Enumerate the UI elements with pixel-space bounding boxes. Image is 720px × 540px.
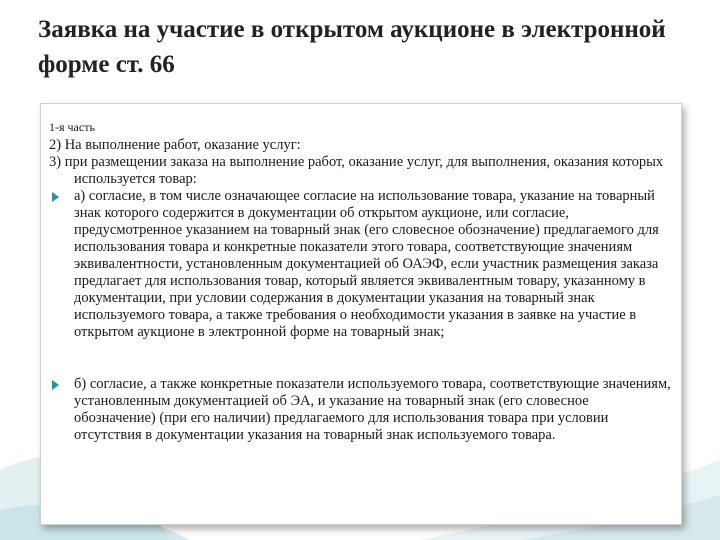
spacer [49, 341, 673, 376]
bullet-text-a: а) согласие, в том числе означающее согласие на использование товара, указание на товарный знак которого содержится в документации об открытом аукционе, или согласие, предусмотренное указанием на товарный знак (его словесное обозначение) предлагаемого для использования товара и конкретные показатели этого товара, соответствующие значениям эквивалентности, установленным документацией об ОАЭФ, если участник размещения заказа предлагает для использования товар, который является эквивалентным товару, указанному в документации, при условии содержания в документации указания на товарный знак используемого товара, а также требования о необходимости указания в заявке на участие в открытом аукционе в электронной форме на товарный знак; [74, 188, 659, 340]
content-text [49, 120, 673, 444]
bullet-item-b [49, 376, 673, 444]
content-box [40, 103, 682, 525]
bullet-item-a [49, 188, 673, 341]
item-3: 3) при размещении заказа на выполнение работ, оказание услуг, для выполнения, оказания которых используется товар: [49, 154, 664, 187]
bullet-text-b: б) согласие, а также конкретные показатели используемого товара, соответствующие значениям, установленным документацией об ЭА, и указание на товарный знак (его словесное обозначение) (при его наличии) предлагаемого для использования товара при условии отсутствия в документации указания на товарный знак используемого товара. [74, 376, 671, 443]
triangle-right-icon [52, 380, 59, 390]
page-title: Заявка на участие в открытом аукционе в электронной форме ст. 66 [38, 16, 666, 78]
part-label: 1-я часть [49, 120, 95, 134]
item-2: 2) На выполнение работ, оказание услуг: [49, 137, 301, 153]
triangle-right-icon [52, 192, 59, 202]
